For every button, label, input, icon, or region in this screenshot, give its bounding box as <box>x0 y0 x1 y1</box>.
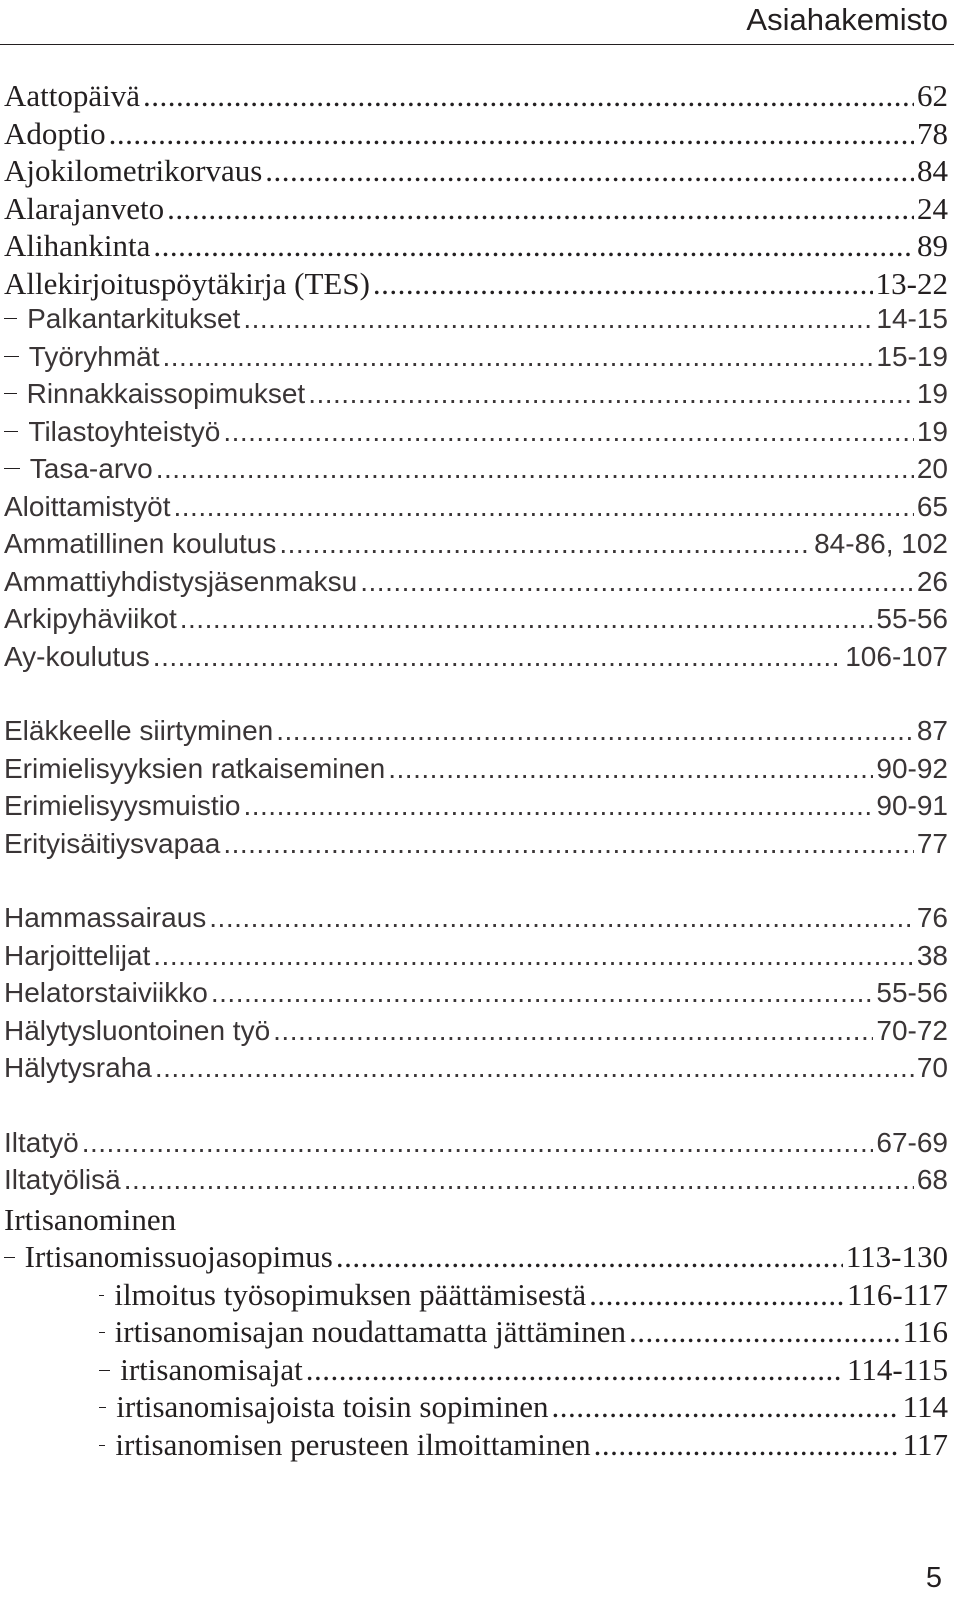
page-reference: 90-91 <box>876 790 948 821</box>
index-entry <box>4 603 948 641</box>
dot-leader <box>153 228 914 264</box>
index-entry <box>4 1314 948 1352</box>
page-reference: 106-107 <box>845 640 948 672</box>
index-term: irtisanomisajan noudattamatta jättäminen <box>114 1314 627 1349</box>
index-term: Irtisanominen <box>4 1201 177 1237</box>
page-reference: 20 <box>916 453 948 484</box>
page-reference: 114-115 <box>846 1351 948 1387</box>
dot-leader <box>273 1015 873 1047</box>
dot-leader <box>155 1052 914 1084</box>
index-term: Eläkkeelle siirtyminen <box>4 715 274 746</box>
index-entry <box>4 753 948 791</box>
subentry-dash <box>99 1295 104 1296</box>
index-group <box>4 715 948 865</box>
dot-leader <box>143 78 914 114</box>
subentry-dash <box>4 356 19 357</box>
index-term: Iltatyölisä <box>4 1164 121 1195</box>
subentry-dash <box>99 1407 106 1408</box>
dot-leader <box>167 191 914 227</box>
index-entry <box>4 191 948 229</box>
dot-leader <box>336 1239 843 1275</box>
page-reference: 90-92 <box>876 752 948 784</box>
index-term: Arkipyhäviikot <box>4 603 177 634</box>
index-entry <box>4 1015 948 1053</box>
index-entry <box>4 266 948 304</box>
page-reference: 68 <box>916 1164 948 1195</box>
dot-leader <box>211 977 874 1009</box>
subentry-dash <box>99 1445 105 1446</box>
page-reference: 87 <box>916 715 948 746</box>
index-entry <box>4 940 948 978</box>
dot-leader <box>552 1389 900 1425</box>
dot-leader <box>124 1164 914 1196</box>
index-group <box>4 1127 948 1465</box>
index-term: irtisanomisen perusteen ilmoittaminen <box>115 1426 591 1462</box>
dot-leader <box>279 528 811 560</box>
index-entry <box>4 78 948 116</box>
page-reference: 70-72 <box>876 1014 948 1046</box>
index-entry <box>4 1352 948 1390</box>
dot-leader <box>306 1352 844 1388</box>
page-reference: 113-130 <box>845 1239 948 1274</box>
index-entry <box>4 1277 948 1315</box>
page-reference: 13-22 <box>875 265 948 301</box>
index-entry <box>4 902 948 940</box>
dot-leader <box>276 715 914 747</box>
subject-index <box>4 78 948 1501</box>
index-term: Ay-koulutus <box>4 640 150 672</box>
dot-leader <box>373 266 873 302</box>
index-term: Aattopäivä <box>4 78 141 113</box>
page-reference: 89 <box>917 228 948 263</box>
index-term: Hälytysraha <box>4 1052 152 1083</box>
index-entry <box>4 790 948 828</box>
index-entry <box>4 303 948 341</box>
index-entry <box>4 1427 948 1465</box>
index-entry <box>4 977 948 1015</box>
index-entry <box>4 1202 948 1240</box>
page-reference: 77 <box>916 827 948 859</box>
dot-leader <box>360 566 914 598</box>
subentry-dash <box>4 318 17 319</box>
index-term: Aloittamistyöt <box>4 490 171 522</box>
index-entry <box>4 1052 948 1090</box>
index-entry <box>4 1127 948 1165</box>
index-term: Adoptio <box>4 115 106 151</box>
page-reference: 114 <box>902 1389 948 1424</box>
index-term: Palkantarkitukset <box>27 303 241 334</box>
index-term: Erimielisyyksien ratkaiseminen <box>4 752 386 784</box>
subentry-dash <box>4 431 18 432</box>
page-reference: 76 <box>916 902 948 933</box>
index-term: Ammattiyhdistysjäsenmaksu <box>4 565 358 597</box>
page-reference: 67-69 <box>876 1126 948 1158</box>
dot-leader <box>388 753 873 785</box>
page-reference: 14-15 <box>876 303 948 334</box>
index-entry <box>4 528 948 566</box>
dot-leader <box>243 303 873 335</box>
index-group <box>4 78 948 678</box>
index-term: Ammatillinen koulutus <box>4 528 277 559</box>
section-title: Asiahakemisto <box>746 2 948 37</box>
page-reference: 24 <box>917 190 948 226</box>
index-entry <box>4 828 948 866</box>
index-term: Hammassairaus <box>4 902 207 933</box>
page-reference: 84-86, 102 <box>814 528 948 559</box>
index-entry <box>4 228 948 266</box>
dot-leader <box>109 116 914 152</box>
dot-leader <box>153 940 914 972</box>
index-term: Rinnakkaissopimukset <box>26 378 306 409</box>
index-term: ilmoitus työsopimuksen päättämisestä <box>114 1276 587 1312</box>
subentry-dash <box>4 468 20 469</box>
index-entry <box>4 378 948 416</box>
page-reference: 84 <box>917 153 948 188</box>
dot-leader <box>629 1314 900 1350</box>
index-term: Tilastoyhteistyö <box>28 415 221 447</box>
index-entry <box>4 416 948 454</box>
page-reference: 62 <box>917 78 948 113</box>
index-term: Työryhmät <box>28 340 160 372</box>
dot-leader <box>589 1277 844 1313</box>
index-term: Iltatyö <box>4 1126 79 1158</box>
page-reference: 55-56 <box>876 977 948 1008</box>
dot-leader <box>156 453 914 485</box>
subentry-dash <box>4 393 17 394</box>
page-reference: 78 <box>917 115 948 151</box>
dot-leader <box>223 828 914 860</box>
dot-leader <box>153 641 842 673</box>
index-entry <box>4 453 948 491</box>
index-term: Alihankinta <box>4 228 151 263</box>
index-term: Tasa-arvo <box>29 453 153 484</box>
index-term: Irtisanomissuojasopimus <box>24 1239 333 1274</box>
index-term: Erityisäitiysvapaa <box>4 827 221 859</box>
index-term: Harjoittelijat <box>4 939 151 971</box>
index-entry <box>4 153 948 191</box>
index-term: irtisanomisajoista toisin sopiminen <box>116 1389 549 1424</box>
dot-leader <box>594 1427 900 1463</box>
header-divider <box>0 44 954 45</box>
dot-leader <box>180 603 874 635</box>
index-term: Allekirjoituspöytäkirja (TES) <box>4 265 370 301</box>
page-reference: 117 <box>902 1426 948 1462</box>
page-reference: 70 <box>916 1052 948 1083</box>
page-reference: 26 <box>916 565 948 597</box>
page-number: 5 <box>925 1562 942 1594</box>
page-reference: 19 <box>916 415 948 447</box>
page-reference: 116-117 <box>846 1276 948 1312</box>
index-entry <box>4 116 948 154</box>
index-term: Erimielisyysmuistio <box>4 790 241 821</box>
page-reference: 116 <box>902 1314 948 1349</box>
subentry-dash <box>99 1370 110 1371</box>
dot-leader <box>243 790 873 822</box>
page-reference: 65 <box>916 490 948 522</box>
index-entry <box>4 341 948 379</box>
index-entry <box>4 491 948 529</box>
dot-leader <box>209 902 914 934</box>
index-entry <box>4 1239 948 1277</box>
dot-leader <box>265 153 914 189</box>
index-term: Helatorstaiviikko <box>4 977 208 1008</box>
index-term: Ajokilometrikorvaus <box>4 153 263 188</box>
dot-leader <box>308 378 914 410</box>
page-reference: 15-19 <box>876 340 948 372</box>
subentry-dash <box>99 1332 105 1333</box>
page-reference: 38 <box>916 939 948 971</box>
index-entry <box>4 641 948 679</box>
index-group <box>4 902 948 1090</box>
index-entry <box>4 1389 948 1427</box>
dot-leader <box>223 416 914 448</box>
page-reference: 55-56 <box>876 603 948 634</box>
index-term: Hälytysluontoinen työ <box>4 1014 271 1046</box>
index-entry <box>4 1164 948 1202</box>
index-term: Alarajanveto <box>4 190 165 226</box>
dot-leader <box>163 341 874 373</box>
index-entry <box>4 566 948 604</box>
index-term: irtisanomisajat <box>120 1351 303 1387</box>
dot-leader <box>174 491 914 523</box>
page-reference: 19 <box>916 378 948 409</box>
subentry-dash <box>4 1257 15 1258</box>
index-entry <box>4 715 948 753</box>
dot-leader <box>82 1127 874 1159</box>
